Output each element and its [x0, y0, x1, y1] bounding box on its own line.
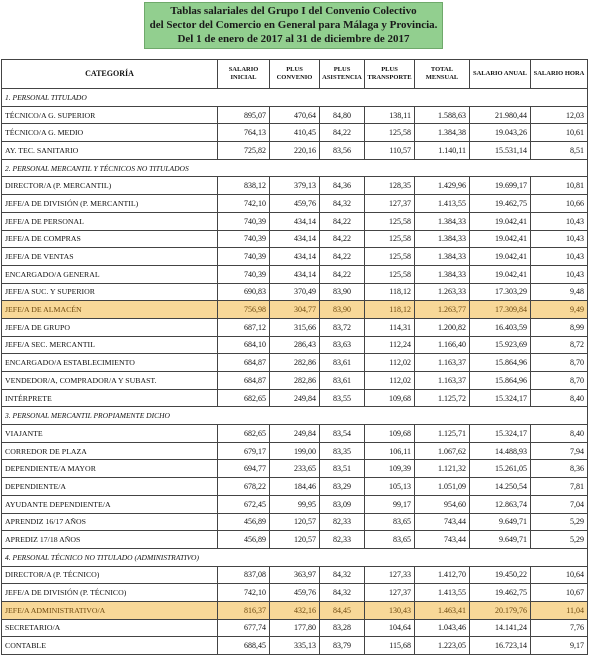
- table-row: [2, 442, 588, 460]
- cell-salario-hora: 9,48: [531, 283, 588, 301]
- cell-total-mensual: 1.384,33: [415, 230, 470, 248]
- table-row: [2, 619, 588, 637]
- section-label: 3. PERSONAL MERCANTIL PROPIAMENTE DICHO: [2, 407, 588, 425]
- cell-plus-asistencia: 83,56: [320, 142, 365, 160]
- cell-total-mensual: 1.412,70: [415, 566, 470, 584]
- cell-salario-inicial: 456,89: [218, 513, 270, 531]
- cell-plus-transporte: 118,12: [365, 301, 415, 319]
- header-salario-inicial: SALARIO INICIAL: [218, 60, 270, 89]
- title-line: Tablas salariales del Grupo I del Convenio Colectivo: [170, 5, 417, 17]
- cell-salario-hora: 10,61: [531, 124, 588, 142]
- cell-categoria: JEFE/A DE DIVISIÓN (P. MERCANTIL): [2, 195, 218, 213]
- cell-plus-transporte: 118,12: [365, 283, 415, 301]
- cell-salario-anual: 15.864,96: [470, 354, 531, 372]
- cell-salario-hora: 8,51: [531, 142, 588, 160]
- cell-total-mensual: 1.588,63: [415, 106, 470, 124]
- cell-salario-hora: 8,36: [531, 460, 588, 478]
- cell-salario-inicial: 682,65: [218, 425, 270, 443]
- table-row: [2, 566, 588, 584]
- cell-salario-hora: 8,72: [531, 336, 588, 354]
- cell-categoria: JEFE/A DE VENTAS: [2, 248, 218, 266]
- cell-plus-convenio: 379,13: [270, 177, 320, 195]
- table-row: [2, 531, 588, 549]
- cell-categoria: JEFE/A DE PERSONAL: [2, 212, 218, 230]
- table-header-row: [2, 60, 588, 89]
- cell-plus-asistencia: 84,45: [320, 601, 365, 619]
- cell-plus-transporte: 127,33: [365, 566, 415, 584]
- cell-plus-convenio: 363,97: [270, 566, 320, 584]
- section-label: 1. PERSONAL TITULADO: [2, 89, 588, 107]
- cell-plus-convenio: 177,80: [270, 619, 320, 637]
- cell-plus-convenio: 370,49: [270, 283, 320, 301]
- cell-salario-anual: 21.980,44: [470, 106, 531, 124]
- cell-plus-transporte: 109,39: [365, 460, 415, 478]
- section-label: 2. PERSONAL MERCANTIL Y TÉCNICOS NO TITULADOS: [2, 159, 588, 177]
- cell-salario-hora: 7,94: [531, 442, 588, 460]
- table-row: [2, 460, 588, 478]
- cell-salario-anual: 14.250,54: [470, 478, 531, 496]
- cell-total-mensual: 1.140,11: [415, 142, 470, 160]
- cell-categoria: VIAJANTE: [2, 425, 218, 443]
- cell-categoria: AY. TEC. SANITARIO: [2, 142, 218, 160]
- table-row: [2, 495, 588, 513]
- cell-salario-inicial: 740,39: [218, 265, 270, 283]
- cell-plus-convenio: 459,76: [270, 584, 320, 602]
- cell-salario-anual: 19.462,75: [470, 195, 531, 213]
- cell-salario-anual: 9.649,71: [470, 531, 531, 549]
- cell-plus-transporte: 127,37: [365, 195, 415, 213]
- cell-total-mensual: 1.463,41: [415, 601, 470, 619]
- cell-total-mensual: 1.384,38: [415, 124, 470, 142]
- cell-salario-anual: 15.923,69: [470, 336, 531, 354]
- cell-plus-convenio: 249,84: [270, 389, 320, 407]
- cell-categoria: DEPENDIENTE/A: [2, 478, 218, 496]
- cell-plus-asistencia: 83,29: [320, 478, 365, 496]
- cell-salario-inicial: 756,98: [218, 301, 270, 319]
- cell-categoria: CONTABLE: [2, 637, 218, 655]
- cell-plus-asistencia: 83,09: [320, 495, 365, 513]
- cell-plus-convenio: 120,57: [270, 513, 320, 531]
- table-row: [2, 336, 588, 354]
- cell-total-mensual: 1.125,71: [415, 425, 470, 443]
- cell-categoria: TÉCNICO/A G. MEDIO: [2, 124, 218, 142]
- header-salario-hora: SALARIO HORA: [531, 60, 588, 89]
- cell-plus-asistencia: 84,22: [320, 124, 365, 142]
- cell-plus-transporte: 127,37: [365, 584, 415, 602]
- cell-categoria: ENCARGADO/A GENERAL: [2, 265, 218, 283]
- table-row: [2, 637, 588, 655]
- cell-plus-convenio: 99,95: [270, 495, 320, 513]
- cell-salario-anual: 14.141,24: [470, 619, 531, 637]
- table-row: [2, 425, 588, 443]
- cell-salario-hora: 9,49: [531, 301, 588, 319]
- cell-salario-hora: 5,29: [531, 513, 588, 531]
- cell-salario-anual: 19.042,41: [470, 230, 531, 248]
- cell-total-mensual: 1.413,55: [415, 584, 470, 602]
- cell-plus-asistencia: 82,33: [320, 531, 365, 549]
- cell-plus-asistencia: 83,90: [320, 301, 365, 319]
- cell-plus-asistencia: 83,61: [320, 372, 365, 390]
- cell-salario-hora: 10,43: [531, 265, 588, 283]
- cell-total-mensual: 1.263,77: [415, 301, 470, 319]
- table-row: [2, 195, 588, 213]
- cell-plus-transporte: 105,13: [365, 478, 415, 496]
- table-row: [2, 372, 588, 390]
- cell-categoria: JEFE/A ADMINISTRATIVO/A: [2, 601, 218, 619]
- cell-total-mensual: 1.263,33: [415, 283, 470, 301]
- cell-plus-asistencia: 83,63: [320, 336, 365, 354]
- cell-plus-transporte: 83,65: [365, 531, 415, 549]
- cell-total-mensual: 1.125,72: [415, 389, 470, 407]
- cell-salario-hora: 8,40: [531, 389, 588, 407]
- cell-plus-asistencia: 84,22: [320, 265, 365, 283]
- cell-salario-inicial: 672,45: [218, 495, 270, 513]
- cell-salario-inicial: 816,37: [218, 601, 270, 619]
- cell-plus-convenio: 249,84: [270, 425, 320, 443]
- cell-plus-transporte: 114,31: [365, 318, 415, 336]
- cell-total-mensual: 1.121,32: [415, 460, 470, 478]
- cell-salario-anual: 15.261,05: [470, 460, 531, 478]
- table-row: [2, 248, 588, 266]
- table-title: [144, 2, 443, 49]
- cell-salario-hora: 7,81: [531, 478, 588, 496]
- cell-plus-asistencia: 84,36: [320, 177, 365, 195]
- cell-salario-hora: 8,99: [531, 318, 588, 336]
- cell-plus-convenio: 282,86: [270, 372, 320, 390]
- cell-plus-transporte: 112,02: [365, 354, 415, 372]
- cell-salario-anual: 15.864,96: [470, 372, 531, 390]
- header-plus-transporte: PLUS TRANSPORTE: [365, 60, 415, 89]
- table-row: [2, 601, 588, 619]
- table-row: [2, 513, 588, 531]
- cell-salario-inicial: 742,10: [218, 584, 270, 602]
- cell-salario-hora: 10,64: [531, 566, 588, 584]
- cell-plus-asistencia: 82,33: [320, 513, 365, 531]
- cell-categoria: SECRETARIO/A: [2, 619, 218, 637]
- cell-total-mensual: 1.384,33: [415, 265, 470, 283]
- cell-plus-convenio: 410,45: [270, 124, 320, 142]
- cell-plus-convenio: 434,14: [270, 265, 320, 283]
- title-line: Del 1 de enero de 2017 al 31 de diciembre de 2017: [177, 33, 410, 45]
- cell-salario-anual: 19.699,17: [470, 177, 531, 195]
- cell-salario-inicial: 456,89: [218, 531, 270, 549]
- cell-plus-asistencia: 83,55: [320, 389, 365, 407]
- cell-salario-inicial: 740,39: [218, 248, 270, 266]
- cell-plus-asistencia: 84,22: [320, 212, 365, 230]
- cell-plus-convenio: 459,76: [270, 195, 320, 213]
- cell-total-mensual: 1.384,33: [415, 248, 470, 266]
- cell-salario-anual: 19.462,75: [470, 584, 531, 602]
- cell-categoria: DIRECTOR/A (P. MERCANTIL): [2, 177, 218, 195]
- cell-salario-anual: 9.649,71: [470, 513, 531, 531]
- cell-plus-transporte: 109,68: [365, 389, 415, 407]
- cell-plus-asistencia: 84,32: [320, 195, 365, 213]
- cell-salario-hora: 5,29: [531, 531, 588, 549]
- table-row: [2, 177, 588, 195]
- cell-salario-anual: 15.531,14: [470, 142, 531, 160]
- cell-salario-hora: 8,70: [531, 372, 588, 390]
- cell-categoria: JEFE/A DE COMPRAS: [2, 230, 218, 248]
- section-row: [2, 89, 588, 107]
- table-row: [2, 142, 588, 160]
- cell-total-mensual: 1.413,55: [415, 195, 470, 213]
- cell-salario-anual: 20.179,76: [470, 601, 531, 619]
- cell-salario-hora: 11,04: [531, 601, 588, 619]
- cell-categoria: JEFE/A DE ALMACÉN: [2, 301, 218, 319]
- cell-total-mensual: 1.384,33: [415, 212, 470, 230]
- table-row: [2, 283, 588, 301]
- cell-plus-asistencia: 83,72: [320, 318, 365, 336]
- cell-plus-transporte: 112,24: [365, 336, 415, 354]
- cell-plus-convenio: 470,64: [270, 106, 320, 124]
- section-row: [2, 159, 588, 177]
- table-row: [2, 265, 588, 283]
- cell-salario-anual: 16.403,59: [470, 318, 531, 336]
- cell-plus-convenio: 220,16: [270, 142, 320, 160]
- cell-salario-anual: 19.042,41: [470, 248, 531, 266]
- cell-categoria: CORREDOR DE PLAZA: [2, 442, 218, 460]
- cell-salario-inicial: 684,87: [218, 354, 270, 372]
- cell-categoria: AYUDANTE DEPENDIENTE/A: [2, 495, 218, 513]
- cell-plus-convenio: 315,66: [270, 318, 320, 336]
- cell-categoria: JEFE/A SEC. MERCANTIL: [2, 336, 218, 354]
- cell-plus-transporte: 125,58: [365, 124, 415, 142]
- table-row: [2, 124, 588, 142]
- cell-plus-transporte: 125,58: [365, 230, 415, 248]
- table-row: [2, 584, 588, 602]
- cell-salario-anual: 16.723,14: [470, 637, 531, 655]
- header-total-mensual: TOTAL MENSUAL: [415, 60, 470, 89]
- title-line: del Sector del Comercio en General para Málaga y Provincia.: [149, 19, 438, 31]
- cell-salario-anual: 19.042,41: [470, 212, 531, 230]
- cell-salario-inicial: 687,12: [218, 318, 270, 336]
- salary-table: [1, 59, 588, 655]
- cell-plus-convenio: 335,13: [270, 637, 320, 655]
- cell-plus-transporte: 115,68: [365, 637, 415, 655]
- cell-categoria: INTÉRPRETE: [2, 389, 218, 407]
- cell-plus-transporte: 99,17: [365, 495, 415, 513]
- cell-plus-transporte: 112,02: [365, 372, 415, 390]
- cell-salario-anual: 19.043,26: [470, 124, 531, 142]
- cell-categoria: TÉCNICO/A G. SUPERIOR: [2, 106, 218, 124]
- cell-plus-convenio: 434,14: [270, 248, 320, 266]
- cell-categoria: JEFE/A DE DIVISIÓN (P. TÉCNICO): [2, 584, 218, 602]
- cell-salario-anual: 15.324,17: [470, 425, 531, 443]
- cell-salario-hora: 10,66: [531, 195, 588, 213]
- table-row: [2, 230, 588, 248]
- cell-salario-hora: 10,43: [531, 248, 588, 266]
- cell-plus-transporte: 130,43: [365, 601, 415, 619]
- header-plus-asistencia: PLUS ASISTENCIA: [320, 60, 365, 89]
- cell-salario-inicial: 725,82: [218, 142, 270, 160]
- cell-plus-transporte: 125,58: [365, 212, 415, 230]
- cell-plus-transporte: 138,11: [365, 106, 415, 124]
- cell-plus-convenio: 199,00: [270, 442, 320, 460]
- cell-plus-asistencia: 83,79: [320, 637, 365, 655]
- section-row: [2, 548, 588, 566]
- cell-plus-convenio: 184,46: [270, 478, 320, 496]
- cell-plus-asistencia: 84,32: [320, 584, 365, 602]
- cell-plus-convenio: 120,57: [270, 531, 320, 549]
- cell-total-mensual: 1.067,62: [415, 442, 470, 460]
- cell-plus-convenio: 233,65: [270, 460, 320, 478]
- cell-salario-inicial: 895,07: [218, 106, 270, 124]
- cell-salario-inicial: 742,10: [218, 195, 270, 213]
- table-row: [2, 212, 588, 230]
- cell-plus-asistencia: 84,32: [320, 566, 365, 584]
- cell-salario-inicial: 677,74: [218, 619, 270, 637]
- table-row: [2, 478, 588, 496]
- cell-salario-anual: 19.450,22: [470, 566, 531, 584]
- cell-salario-anual: 17.309,84: [470, 301, 531, 319]
- cell-total-mensual: 743,44: [415, 513, 470, 531]
- cell-salario-inicial: 837,08: [218, 566, 270, 584]
- cell-salario-inicial: 764,13: [218, 124, 270, 142]
- table-row: [2, 106, 588, 124]
- cell-salario-inicial: 684,10: [218, 336, 270, 354]
- cell-salario-inicial: 740,39: [218, 212, 270, 230]
- cell-salario-hora: 8,40: [531, 425, 588, 443]
- cell-salario-hora: 9,17: [531, 637, 588, 655]
- cell-salario-inicial: 684,87: [218, 372, 270, 390]
- cell-plus-asistencia: 83,61: [320, 354, 365, 372]
- cell-salario-anual: 12.863,74: [470, 495, 531, 513]
- header-categoria: CATEGORÍA: [2, 60, 218, 89]
- cell-plus-asistencia: 84,80: [320, 106, 365, 124]
- cell-categoria: APREDIZ 17/18 AÑOS: [2, 531, 218, 549]
- cell-salario-hora: 10,43: [531, 212, 588, 230]
- cell-salario-anual: 19.042,41: [470, 265, 531, 283]
- cell-salario-anual: 15.324,17: [470, 389, 531, 407]
- table-row: [2, 301, 588, 319]
- cell-salario-inicial: 838,12: [218, 177, 270, 195]
- cell-plus-asistencia: 83,90: [320, 283, 365, 301]
- table-row: [2, 389, 588, 407]
- table-row: [2, 354, 588, 372]
- cell-salario-inicial: 690,83: [218, 283, 270, 301]
- cell-salario-inicial: 740,39: [218, 230, 270, 248]
- cell-total-mensual: 1.163,37: [415, 372, 470, 390]
- cell-salario-hora: 7,04: [531, 495, 588, 513]
- cell-total-mensual: 1.223,05: [415, 637, 470, 655]
- cell-categoria: JEFE/A DE GRUPO: [2, 318, 218, 336]
- header-plus-convenio: PLUS CONVENIO: [270, 60, 320, 89]
- cell-plus-asistencia: 83,51: [320, 460, 365, 478]
- cell-salario-hora: 10,81: [531, 177, 588, 195]
- cell-total-mensual: 743,44: [415, 531, 470, 549]
- cell-categoria: ENCARGADO/A ESTABLECIMIENTO: [2, 354, 218, 372]
- cell-salario-hora: 10,67: [531, 584, 588, 602]
- cell-plus-convenio: 304,77: [270, 301, 320, 319]
- cell-plus-transporte: 125,58: [365, 265, 415, 283]
- cell-salario-hora: 7,76: [531, 619, 588, 637]
- cell-plus-asistencia: 84,22: [320, 230, 365, 248]
- cell-salario-inicial: 678,22: [218, 478, 270, 496]
- cell-total-mensual: 1.166,40: [415, 336, 470, 354]
- cell-plus-transporte: 110,57: [365, 142, 415, 160]
- cell-categoria: APRENDIZ 16/17 AÑOS: [2, 513, 218, 531]
- cell-plus-asistencia: 84,22: [320, 248, 365, 266]
- cell-salario-anual: 17.303,29: [470, 283, 531, 301]
- cell-categoria: DIRECTOR/A (P. TÉCNICO): [2, 566, 218, 584]
- cell-plus-transporte: 104,64: [365, 619, 415, 637]
- cell-plus-convenio: 286,43: [270, 336, 320, 354]
- cell-total-mensual: 1.163,37: [415, 354, 470, 372]
- cell-salario-hora: 10,43: [531, 230, 588, 248]
- header-salario-anual: SALARIO ANUAL: [470, 60, 531, 89]
- cell-total-mensual: 1.429,96: [415, 177, 470, 195]
- cell-plus-convenio: 434,14: [270, 230, 320, 248]
- cell-total-mensual: 1.200,82: [415, 318, 470, 336]
- cell-salario-anual: 14.488,93: [470, 442, 531, 460]
- cell-plus-transporte: 106,11: [365, 442, 415, 460]
- table-row: [2, 318, 588, 336]
- cell-total-mensual: 954,60: [415, 495, 470, 513]
- cell-plus-transporte: 83,65: [365, 513, 415, 531]
- cell-plus-transporte: 125,58: [365, 248, 415, 266]
- cell-salario-inicial: 694,77: [218, 460, 270, 478]
- section-label: 4. PERSONAL TÉCNICO NO TITULADO (ADMINISTRATIVO): [2, 548, 588, 566]
- cell-salario-inicial: 679,17: [218, 442, 270, 460]
- cell-plus-convenio: 282,86: [270, 354, 320, 372]
- cell-plus-convenio: 432,16: [270, 601, 320, 619]
- cell-plus-transporte: 109,68: [365, 425, 415, 443]
- cell-categoria: JEFE/A SUC. Y SUPERIOR: [2, 283, 218, 301]
- cell-total-mensual: 1.043,46: [415, 619, 470, 637]
- cell-categoria: DEPENDIENTE/A MAYOR: [2, 460, 218, 478]
- cell-plus-asistencia: 83,35: [320, 442, 365, 460]
- cell-total-mensual: 1.051,09: [415, 478, 470, 496]
- cell-plus-convenio: 434,14: [270, 212, 320, 230]
- cell-plus-asistencia: 83,28: [320, 619, 365, 637]
- cell-plus-transporte: 128,35: [365, 177, 415, 195]
- cell-salario-inicial: 688,45: [218, 637, 270, 655]
- cell-salario-inicial: 682,65: [218, 389, 270, 407]
- cell-salario-hora: 8,70: [531, 354, 588, 372]
- cell-salario-hora: 12,03: [531, 106, 588, 124]
- cell-plus-asistencia: 83,54: [320, 425, 365, 443]
- cell-categoria: VENDEDOR/A, COMPRADOR/A Y SUBAST.: [2, 372, 218, 390]
- section-row: [2, 407, 588, 425]
